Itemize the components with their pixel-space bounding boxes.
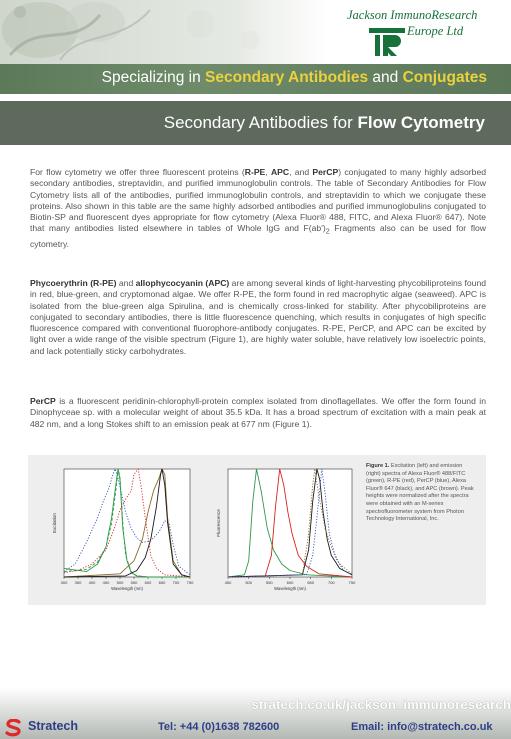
emission-x-tick-label: 700 xyxy=(327,580,335,585)
excitation-x-axis-label: Wavelength (nm) xyxy=(111,586,143,591)
excitation-x-tick-label: 700 xyxy=(172,580,180,585)
ir-logo-icon xyxy=(367,26,407,58)
logo-line2: Europe Ltd xyxy=(407,24,464,38)
emission-x-tick-label: 600 xyxy=(286,580,294,585)
lab-photo-banner xyxy=(0,0,340,64)
emission-x-tick-label: 550 xyxy=(265,580,273,585)
excitation-x-tick-label: 350 xyxy=(74,580,82,585)
emission-x-axis-label: Wavelength (nm) xyxy=(274,586,306,591)
jackson-logo xyxy=(345,6,505,62)
stratech-s-icon xyxy=(5,719,23,737)
excitation-x-tick-label: 300 xyxy=(60,580,68,585)
tagline-band xyxy=(0,64,511,94)
figure-caption: Figure 1. Excitation (left) and emission (right) spectra of Alexa Fluor® 488/FITC (green), R-PE (red), PerCP (blue), Alexa Fluor® 647 (black), and APC (brown). Peak heights were normalized after the spectra were obtained with an M-series spectrofluorometer system from Photon Technology International, Inc. xyxy=(366,463,474,523)
excitation-x-tick-label: 500 xyxy=(116,580,124,585)
emission-y-axis-label: Fluorescence xyxy=(216,509,221,537)
phycobiliprotein-paragraph: Phycoerythrin (R-PE) and allophycocyanin (APC) are among several kinds of light-harvesting phycobiliproteins found in red, blue-green, and cryptomonad algae. We offer R-PE, the form found in red macrophytic algae (seaweed). APC is isolated from the blue-green alga Spirulina, and is chemically cross-linked for stability. After phycobiliproteins are conjugated to secondary antibodies, there is little fluorescence quenching, which results in conjugates of high specific fluorescence compared with conventional fluorophore-antibody conjugates. R-PE, PerCP, and APC can be excited by light over a wide range of the visible spectrum (Figure 1), are highly water soluble, have relatively low isoelectric points, and lack potentially sticky carbohydrates. xyxy=(30,278,486,356)
logo-line1: Jackson ImmunoResearch xyxy=(347,8,478,22)
percp-paragraph: PerCP is a fluorescent peridinin-chlorophyll-protein complex isolated from dinoflagellates. We offer the form found in Dinophyceae sp. with a molecular weight of about 35.5 kDa. It has a broad spectrum of excitation with a main peak at 482 nm, and a long Stokes shift to an emission peak at 677 nm (Figure 1). xyxy=(30,396,486,429)
excitation-x-tick-label: 600 xyxy=(144,580,152,585)
excitation-x-tick-label: 750 xyxy=(186,580,194,585)
emission-x-tick-label: 750 xyxy=(348,580,356,585)
excitation-x-tick-label: 400 xyxy=(88,580,96,585)
footer-telephone: Tel: +44 (0)1638 782600 xyxy=(158,721,280,733)
page-title: Secondary Antibodies for Flow Cytometry xyxy=(163,113,485,132)
emission-x-tick-label: 450 xyxy=(224,580,232,585)
excitation-chart xyxy=(36,461,196,599)
header-banner xyxy=(0,0,511,64)
excitation-x-tick-label: 550 xyxy=(130,580,138,585)
emission-x-tick-label: 650 xyxy=(307,580,315,585)
excitation-x-tick-label: 650 xyxy=(158,580,166,585)
excitation-y-axis-label: Excitation xyxy=(52,513,57,533)
stratech-brand: Stratech xyxy=(28,719,79,733)
footer-url-link[interactable]: stratech.co.uk/jackson_immunoresearch xyxy=(251,697,511,712)
figure-1 xyxy=(28,455,486,605)
tagline: Specializing in Secondary Antibodies and Conjugates xyxy=(101,69,487,86)
intro-paragraph: For flow cytometry we offer three fluorescent proteins (R-PE, APC, and PerCP) conjugated to many highly adsorbed secondary antibodies, streptavidin, and purified immunoglobulin controls. The table of Secondary Antibodies for Flow Cytometry lists all of the antibodies, purified immunoglobulin controls, and streptavidin to which we conjugate these proteins. Also shown in this table are the same highly adsorbed antibodies and purified immunoglobulins conjugated to Biotin-SP and fluorescent dyes appropriate for flow cytometry (Alexa Fluor® 488, FITC, and Alexa Fluor® 647). Note that many antibodies listed elsewhere in tables of Whole IgG and $F(ab')_2$ Fragments also can be used for flow cytometry. xyxy=(30,167,486,249)
excitation-x-tick-label: 450 xyxy=(102,580,110,585)
emission-x-tick-label: 500 xyxy=(245,580,253,585)
footer-email-link[interactable]: Email: info@stratech.co.uk xyxy=(351,721,493,733)
stratech-logo xyxy=(5,719,115,737)
title-band xyxy=(0,101,511,145)
emission-chart xyxy=(208,461,358,599)
